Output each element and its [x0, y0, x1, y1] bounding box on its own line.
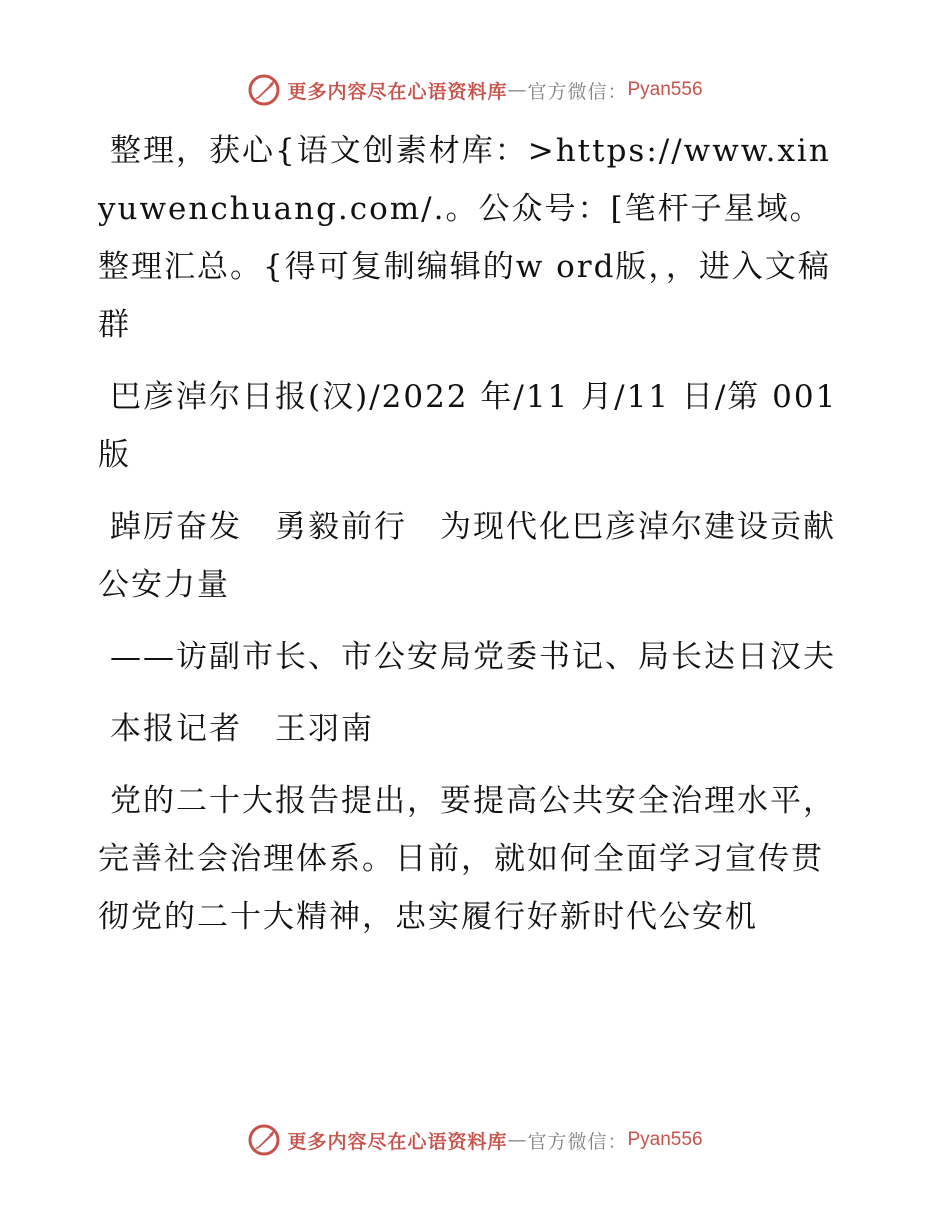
article-subtitle: ——访副市长、市公安局党委书记、局长达日汉夫 [110, 639, 836, 675]
banner-separator: — [507, 79, 528, 101]
body-paragraph: 党的二十大报告提出，要提高公共安全治理水平，完善社会治理体系。日前，就如何全面学习宣传贯彻党的二十大精神，忠实履行好新时代公安机 [98, 783, 836, 935]
banner-contact-label: 官方微信： [527, 1130, 628, 1153]
footer-banner [0, 1120, 950, 1160]
banner-main-text: 更多内容尽在心语资料库 [287, 1130, 508, 1153]
banner-contact-id: Pyan556 [627, 79, 703, 100]
source-note-paragraph: 整理，获心{语文创素材库：>https://www.xinyuwenchuang.com/.。公众号：[笔杆子星域。整理汇总。{得可复制编辑的w ord版，，进入文稿群 [98, 133, 831, 343]
publication-line: 巴彦淖尔日报(汉)/2022 年/11 月/11 日/第 001 版 [98, 379, 838, 473]
byline: 本报记者 王羽南 [110, 711, 374, 747]
banner-contact-id: Pyan556 [627, 1129, 703, 1150]
banner-separator: — [507, 1129, 528, 1151]
feather-pen-logo-icon [247, 73, 281, 107]
banner-contact-label: 官方微信： [527, 80, 628, 103]
document-body [98, 122, 850, 960]
banner-main-text: 更多内容尽在心语资料库 [287, 80, 508, 103]
feather-pen-logo-icon [247, 1123, 281, 1157]
article-title: 踔厉奋发 勇毅前行 为现代化巴彦淖尔建设贡献公安力量 [98, 509, 836, 603]
header-banner [0, 70, 950, 110]
